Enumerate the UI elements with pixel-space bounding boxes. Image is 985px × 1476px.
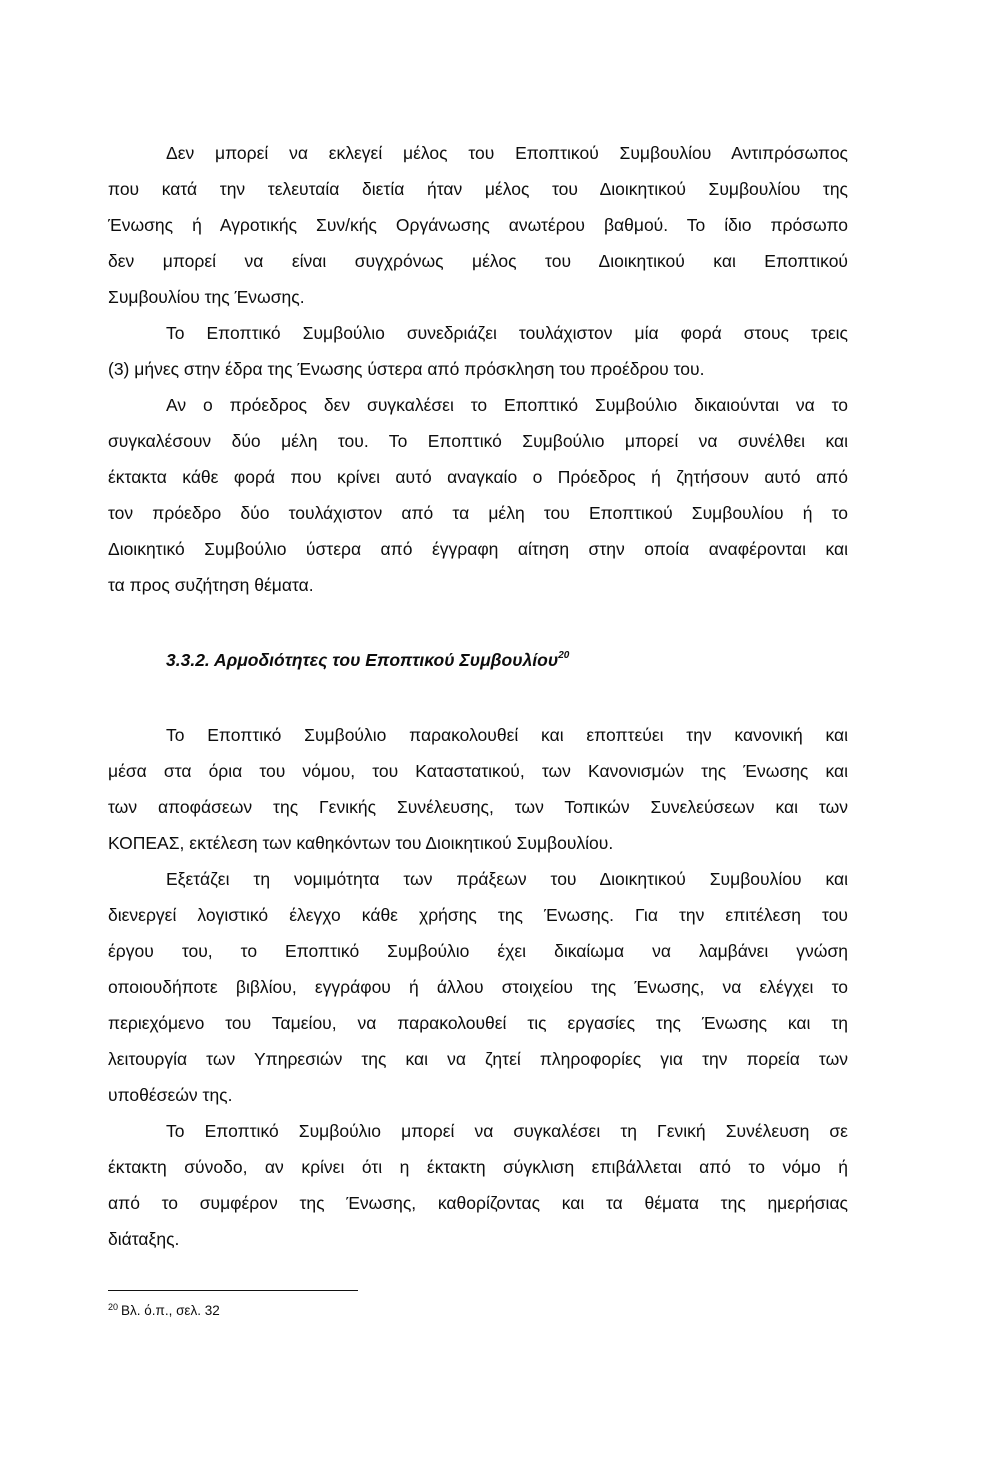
paragraph-3-line-5: Διοικητικό Συμβούλιο ύστερα από έγγραφη αίτηση στην οποία αναφέρονται και: [108, 539, 848, 559]
paragraph-5-line-4: οποιουδήποτε βιβλίου, εγγράφου ή άλλου στοιχείου της Ένωσης, να ελέγχει το: [108, 977, 848, 997]
footnote-number: 20: [108, 1302, 119, 1312]
paragraph-6-line-1: Το Εποπτικό Συμβούλιο μπορεί να συγκαλέσει τη Γενική Συνέλευση σε: [166, 1121, 848, 1141]
paragraph-5-line-7: υποθέσεών της.: [108, 1085, 233, 1105]
paragraph-3-line-1: Αν ο πρόεδρος δεν συγκαλέσει το Εποπτικό Συμβούλιο δικαιούνται να το: [166, 395, 848, 415]
paragraph-2-line-2: (3) μήνες στην έδρα της Ένωσης ύστερα από πρόσκληση του προέδρου του.: [108, 359, 705, 379]
footnote-reference: 20: [558, 650, 570, 661]
footnote: [108, 1302, 220, 1318]
paragraph-5-line-6: λειτουργία των Υπηρεσιών της και να ζητεί πληροφορίες για την πορεία των: [108, 1049, 848, 1069]
paragraph-6-line-4: διάταξης.: [108, 1229, 180, 1249]
paragraph-1-line-4: δεν μπορεί να είναι συγχρόνως μέλος του Διοικητικού και Εποπτικού: [108, 251, 848, 271]
paragraph-5-line-1: Εξετάζει τη νομιμότητα των πράξεων του Διοικητικού Συμβουλίου και: [166, 869, 848, 889]
paragraph-4-line-4: ΚΟΠΕΑΣ, εκτέλεση των καθηκόντων του Διοικητικού Συμβουλίου.: [108, 833, 614, 853]
paragraph-6-line-3: από το συμφέρον της Ένωσης, καθορίζοντας και τα θέματα της ημερήσιας: [108, 1193, 848, 1213]
paragraph-5-line-2: διενεργεί λογιστικό έλεγχο κάθε χρήσης της Ένωσης. Για την επιτέλεση του: [108, 905, 848, 925]
paragraph-4-line-1: Το Εποπτικό Συμβούλιο παρακολουθεί και εποπτεύει την κανονική και: [166, 725, 848, 745]
section-heading: [166, 650, 569, 671]
section-heading-text: 3.3.2. Αρμοδιότητες του Εποπτικού Συμβουλίου: [166, 650, 559, 670]
paragraph-5-line-5: περιεχόμενο του Ταμείου, να παρακολουθεί τις εργασίες της Ένωσης και τη: [108, 1013, 848, 1033]
footnote-separator: [108, 1290, 358, 1291]
paragraph-3-line-3: έκτακτα κάθε φορά που κρίνει αυτό αναγκαίο ο Πρόεδρος ή ζητήσουν αυτό από: [108, 467, 848, 487]
paragraph-3-line-4: τον πρόεδρο δύο τουλάχιστον από τα μέλη του Εποπτικού Συμβουλίου ή το: [108, 503, 848, 523]
paragraph-1-line-2: που κατά την τελευταία διετία ήταν μέλος του Διοικητικού Συμβουλίου της: [108, 179, 848, 199]
footnote-text: Βλ. ό.π., σελ. 32: [121, 1303, 220, 1318]
paragraph-1-line-1: Δεν μπορεί να εκλεγεί μέλος του Εποπτικού Συμβουλίου Αντιπρόσωπος: [166, 143, 848, 163]
paragraph-4-line-3: των αποφάσεων της Γενικής Συνέλευσης, των Τοπικών Συνελεύσεων και των: [108, 797, 848, 817]
paragraph-1-line-3: Ένωσης ή Αγροτικής Συν/κής Οργάνωσης ανωτέρου βαθμού. Το ίδιο πρόσωπο: [108, 215, 848, 235]
paragraph-3-line-2: συγκαλέσουν δύο μέλη του. Το Εποπτικό Συμβούλιο μπορεί να συνέλθει και: [108, 431, 848, 451]
paragraph-6-line-2: έκτακτη σύνοδο, αν κρίνει ότι η έκτακτη σύγκλιση επιβάλλεται από το νόμο ή: [108, 1157, 848, 1177]
paragraph-3-line-6: τα προς συζήτηση θέματα.: [108, 575, 314, 595]
paragraph-2-line-1: Το Εποπτικό Συμβούλιο συνεδριάζει τουλάχιστον μία φορά στους τρεις: [166, 323, 848, 343]
paragraph-1-line-5: Συμβουλίου της Ένωσης.: [108, 287, 305, 307]
paragraph-5-line-3: έργου του, το Εποπτικό Συμβούλιο έχει δικαίωμα να λαμβάνει γνώση: [108, 941, 848, 961]
paragraph-4-line-2: μέσα στα όρια του νόμου, του Καταστατικού, των Κανονισμών της Ένωσης και: [108, 761, 848, 781]
